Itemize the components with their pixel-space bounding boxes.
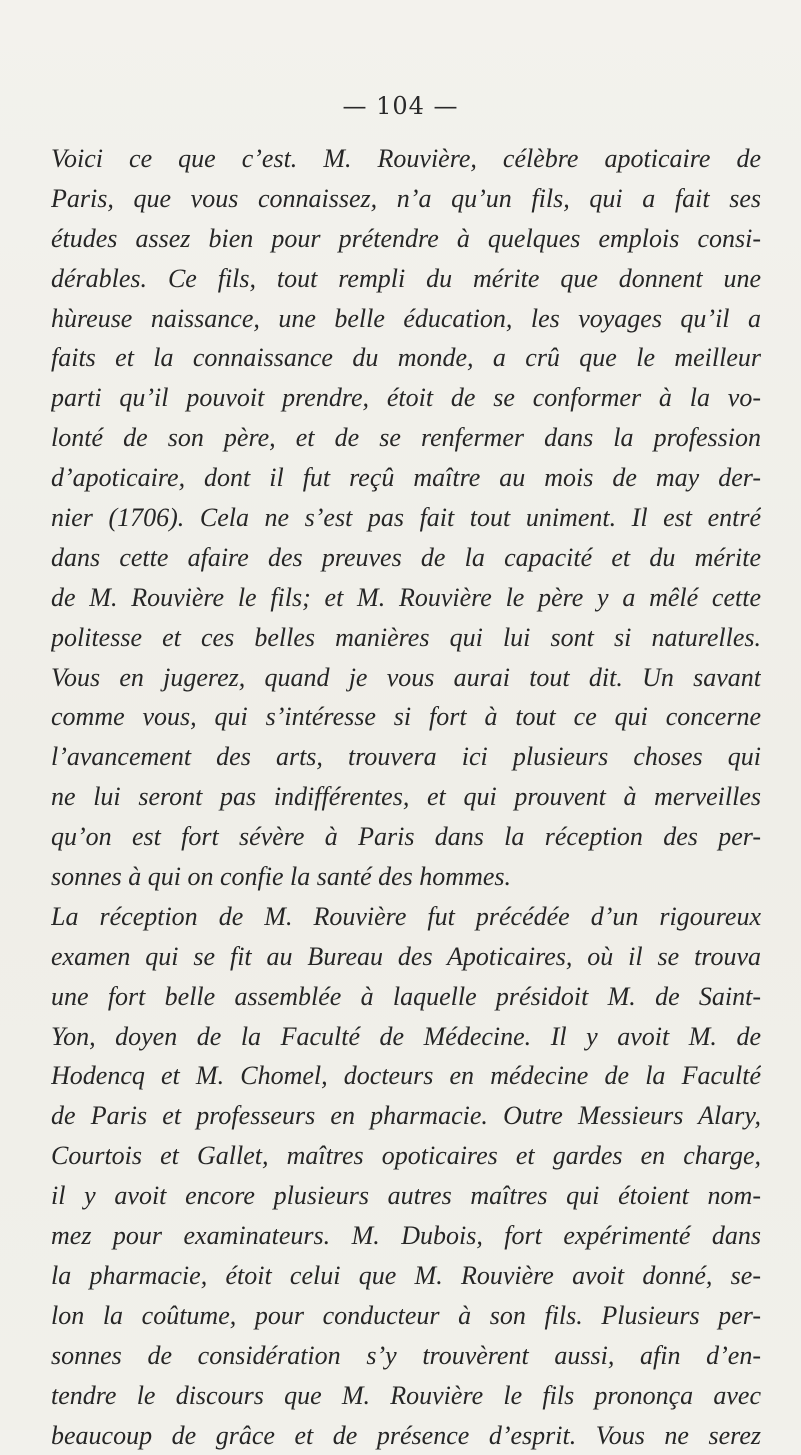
text-line: Hodencq et M. Chomel, docteurs en médecine de la Faculté [51, 1056, 761, 1096]
text-line: mez pour examinateurs. M. Dubois, fort expérimenté dans [51, 1216, 761, 1256]
text-line: faits et la connaissance du monde, a crû que le meilleur [51, 338, 761, 378]
text-line: Paris, que vous connaissez, n’a qu’un fils, qui a fait ses [51, 179, 761, 219]
text-line: lonté de son père, et de se renfermer dans la profession [51, 418, 761, 458]
text-line: de Paris et professeurs en pharmacie. Outre Messieurs Alary, [51, 1096, 761, 1136]
text-line: examen qui se fit au Bureau des Apoticaires, où il se trouva [51, 937, 761, 977]
text-line: Vous en jugerez, quand je vous aurai tout dit. Un savant [51, 658, 761, 698]
text-line: sonnes à qui on confie la santé des hommes. [51, 857, 761, 897]
text-line: une fort belle assemblée à laquelle présidoit M. de Saint- [51, 977, 761, 1017]
text-line: dérables. Ce fils, tout rempli du mérite que donnent une [51, 259, 761, 299]
text-line: parti qu’il pouvoit prendre, étoit de se conformer à la vo- [51, 378, 761, 418]
text-line: lon la coûtume, pour conducteur à son fils. Plusieurs per- [51, 1296, 761, 1336]
text-line: Yon, doyen de la Faculté de Médecine. Il y avoit M. de [51, 1017, 761, 1057]
body-text [51, 139, 761, 1455]
text-line: nier (1706). Cela ne s’est pas fait tout uniment. Il est entré [51, 498, 761, 538]
text-line: d’apoticaire, dont il fut reçû maître au mois de may der- [51, 458, 761, 498]
text-line: politesse et ces belles manières qui lui sont si naturelles. [51, 618, 761, 658]
text-line: beaucoup de grâce et de présence d’esprit. Vous ne serez [51, 1416, 761, 1455]
text-line: tendre le discours que M. Rouvière le fils prononça avec [51, 1376, 761, 1416]
text-line: ne lui seront pas indifférentes, et qui prouvent à merveilles [51, 777, 761, 817]
text-line: la pharmacie, étoit celui que M. Rouvière avoit donné, se- [51, 1256, 761, 1296]
text-line: études assez bien pour prétendre à quelques emplois consi- [51, 219, 761, 259]
text-line: hùreuse naissance, une belle éducation, les voyages qu’il a [51, 299, 761, 339]
text-line: il y avoit encore plusieurs autres maîtres qui étoient nom- [51, 1176, 761, 1216]
text-line: dans cette afaire des preuves de la capacité et du mérite [51, 538, 761, 578]
text-line: Courtois et Gallet, maîtres opoticaires et gardes en charge, [51, 1136, 761, 1176]
text-line: de M. Rouvière le fils; et M. Rouvière le père y a mêlé cette [51, 578, 761, 618]
page-number-header: — 104 — [0, 92, 801, 120]
text-line: Voici ce que c’est. M. Rouvière, célèbre apoticaire de [51, 139, 761, 179]
text-line: l’avancement des arts, trouvera ici plusieurs choses qui [51, 737, 761, 777]
text-line: qu’on est fort sévère à Paris dans la réception des per- [51, 817, 761, 857]
text-line: sonnes de considération s’y trouvèrent aussi, afin d’en- [51, 1336, 761, 1376]
text-line: comme vous, qui s’intéresse si fort à tout ce qui concerne [51, 697, 761, 737]
text-line: La réception de M. Rouvière fut précédée d’un rigoureux [51, 897, 761, 937]
